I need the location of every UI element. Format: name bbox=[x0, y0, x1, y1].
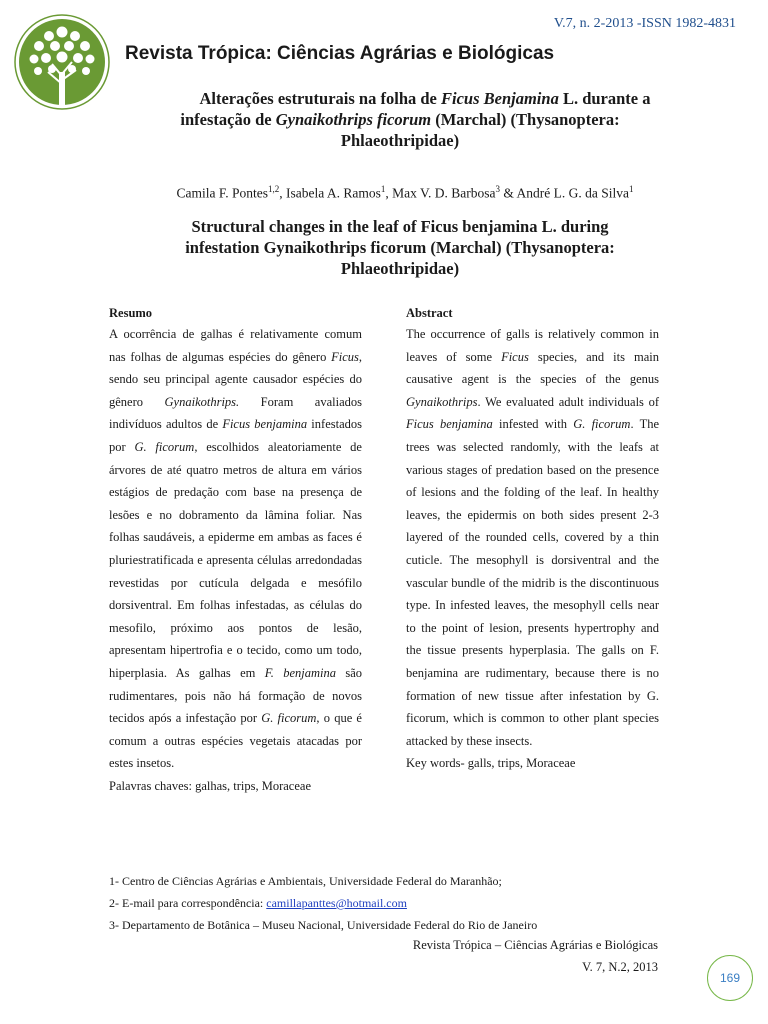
resumo-text: são rudimentares, pois não há formação de novos tecidos após a infestação por bbox=[109, 665, 363, 726]
abstract-italic: Ficus benjamina bbox=[406, 417, 493, 432]
author-3-affil: 3 bbox=[495, 184, 501, 194]
journal-logo bbox=[12, 14, 112, 110]
page-number: 169 bbox=[707, 955, 753, 1001]
issue-info: V.7, n. 2-2013 -ISSN 1982-4831 bbox=[553, 16, 736, 31]
abstract-text: The occurrence of galls is relatively common in leaves of some bbox=[406, 327, 659, 364]
title-pt-species1: Ficus Benjamina bbox=[441, 89, 559, 108]
author-4: & André L. G. da Silva bbox=[500, 185, 629, 201]
author-3: , Max V. D. Barbosa bbox=[385, 185, 496, 201]
title-en-line3: Phlaeothripidae) bbox=[340, 259, 460, 278]
author-2-affil: 1 bbox=[380, 184, 386, 194]
title-english bbox=[100, 216, 700, 279]
abstract-text: . We evaluated adult individuals of bbox=[477, 394, 659, 409]
abstract-italic: G. ficorum bbox=[573, 417, 631, 432]
resumo-text: infestados por bbox=[109, 417, 362, 454]
abstract-text: . The trees was selected randomly, with the leafs at various stages of predation based on the presence of lesions and the folding of the leaf. In healthy leaves, the epidermis on both sides present 2-3 layered of the rounded cells, covered by a thin cuticle. The mesophyll is dorsiventral and the vascular bundle of the midrib is the discontinuous type. In infested leaves, the mesophyll cells near to the point of lesion, presents hypertrophy and the tissue presents hyperplasia. The galls on F. benjamina are rudimentary, because there is no formation of new tissue after infestation by G. ficorum, which is common to other plant species attacked by these insects. bbox=[406, 417, 659, 748]
resumo-column bbox=[109, 304, 362, 797]
title-en-line2: infestation Gynaikothrips ficorum (Marchal) (Thysanoptera: bbox=[185, 238, 615, 257]
abstract-keywords: Key words- galls, trips, Moraceae bbox=[406, 756, 576, 771]
resumo-text: Foram avaliados indivíduos adultos de bbox=[109, 394, 363, 432]
footnotes bbox=[109, 870, 669, 936]
resumo-italic: F. benjamina bbox=[264, 665, 336, 680]
running-footer-journal: Revista Trópica – Ciências Agrárias e Biológicas bbox=[412, 938, 658, 952]
title-pt-part2: L. durante a bbox=[558, 89, 651, 108]
resumo-text: A ocorrência de galhas é relativamente comum nas folhas de algumas espécies do gênero bbox=[109, 327, 362, 364]
title-pt-part1: Alterações estruturais na folha de bbox=[199, 89, 441, 108]
resumo-italic: Ficus benjamina bbox=[222, 417, 308, 432]
abstract-body bbox=[406, 323, 659, 752]
tree-logo-icon bbox=[12, 14, 112, 110]
abstract-italic: Gynaikothrips bbox=[406, 394, 478, 409]
title-pt-species2: Gynaikothrips ficorum bbox=[275, 110, 432, 129]
resumo-heading: Resumo bbox=[109, 306, 153, 320]
title-pt-part4: (Marchal) (Thysanoptera: bbox=[431, 110, 620, 129]
title-en-line1: Structural changes in the leaf of Ficus benjamina L. during bbox=[191, 217, 609, 236]
author-list bbox=[130, 180, 680, 203]
resumo-text: , sendo seu principal agente causador espécies do gênero bbox=[109, 349, 362, 409]
footnote-2-label: 2- E-mail para correspondência: bbox=[109, 896, 267, 910]
title-pt-part5: Phlaeothripidae) bbox=[340, 131, 460, 150]
abstract-column bbox=[406, 304, 659, 775]
author-4-affil: 1 bbox=[629, 184, 634, 194]
resumo-italic: G. ficorum bbox=[261, 711, 317, 726]
author-1-affil: 1,2 bbox=[268, 184, 280, 194]
abstract-italic: Ficus bbox=[501, 349, 529, 364]
journal-title: Revista Trópica: Ciências Agrárias e Biológicas bbox=[125, 43, 555, 64]
resumo-body bbox=[109, 323, 362, 775]
footnote-3: 3- Departamento de Botânica – Museu Nacional, Universidade Federal do Rio de Janeiro bbox=[109, 918, 538, 932]
author-1: Camila F. Pontes bbox=[176, 185, 269, 201]
email-link[interactable]: camillapanttes@hotmail.com bbox=[266, 896, 407, 910]
resumo-text: , escolhidos aleatoriamente de árvores de até quatro metros de altura em vários estágios de predação com base na presença de lesões e no dobramento da lâmina foliar. Nas folhas saudáveis, a epiderme em ambas as faces é pluriestratificada e apresenta células arredondadas revestidas por cutícula delgada e mesófilo dorsiventral. Em folhas infestadas, as células do mesofilo, próximo aos pontos de lesão, apresentam hipertrofia e o tecido, como um todo, hiperplasia. As galhas em bbox=[109, 439, 362, 680]
title-pt-part3: infestação de bbox=[180, 110, 276, 129]
running-footer-volume: V. 7, N.2, 2013 bbox=[582, 960, 658, 974]
abstract-heading: Abstract bbox=[406, 306, 453, 320]
title-portuguese bbox=[100, 88, 700, 151]
resumo-italic: Ficus bbox=[331, 349, 359, 364]
resumo-italic: Gynaikothrips. bbox=[164, 394, 240, 409]
resumo-italic: G. ficorum bbox=[134, 439, 195, 454]
author-2: , Isabela A. Ramos bbox=[279, 185, 381, 201]
running-footer bbox=[413, 934, 658, 978]
footnote-1: 1- Centro de Ciências Agrárias e Ambientais, Universidade Federal do Maranhão; bbox=[109, 874, 502, 888]
abstract-text: infested with bbox=[492, 417, 574, 432]
resumo-text: , o que é comum a outras espécies vegetais atacadas por estes insetos. bbox=[109, 711, 362, 771]
resumo-keywords: Palavras chaves: galhas, trips, Moraceae bbox=[109, 778, 312, 793]
footnote-2 bbox=[109, 892, 669, 914]
abstract-text: species, and its main causative agent is the species of the genus bbox=[406, 349, 659, 387]
